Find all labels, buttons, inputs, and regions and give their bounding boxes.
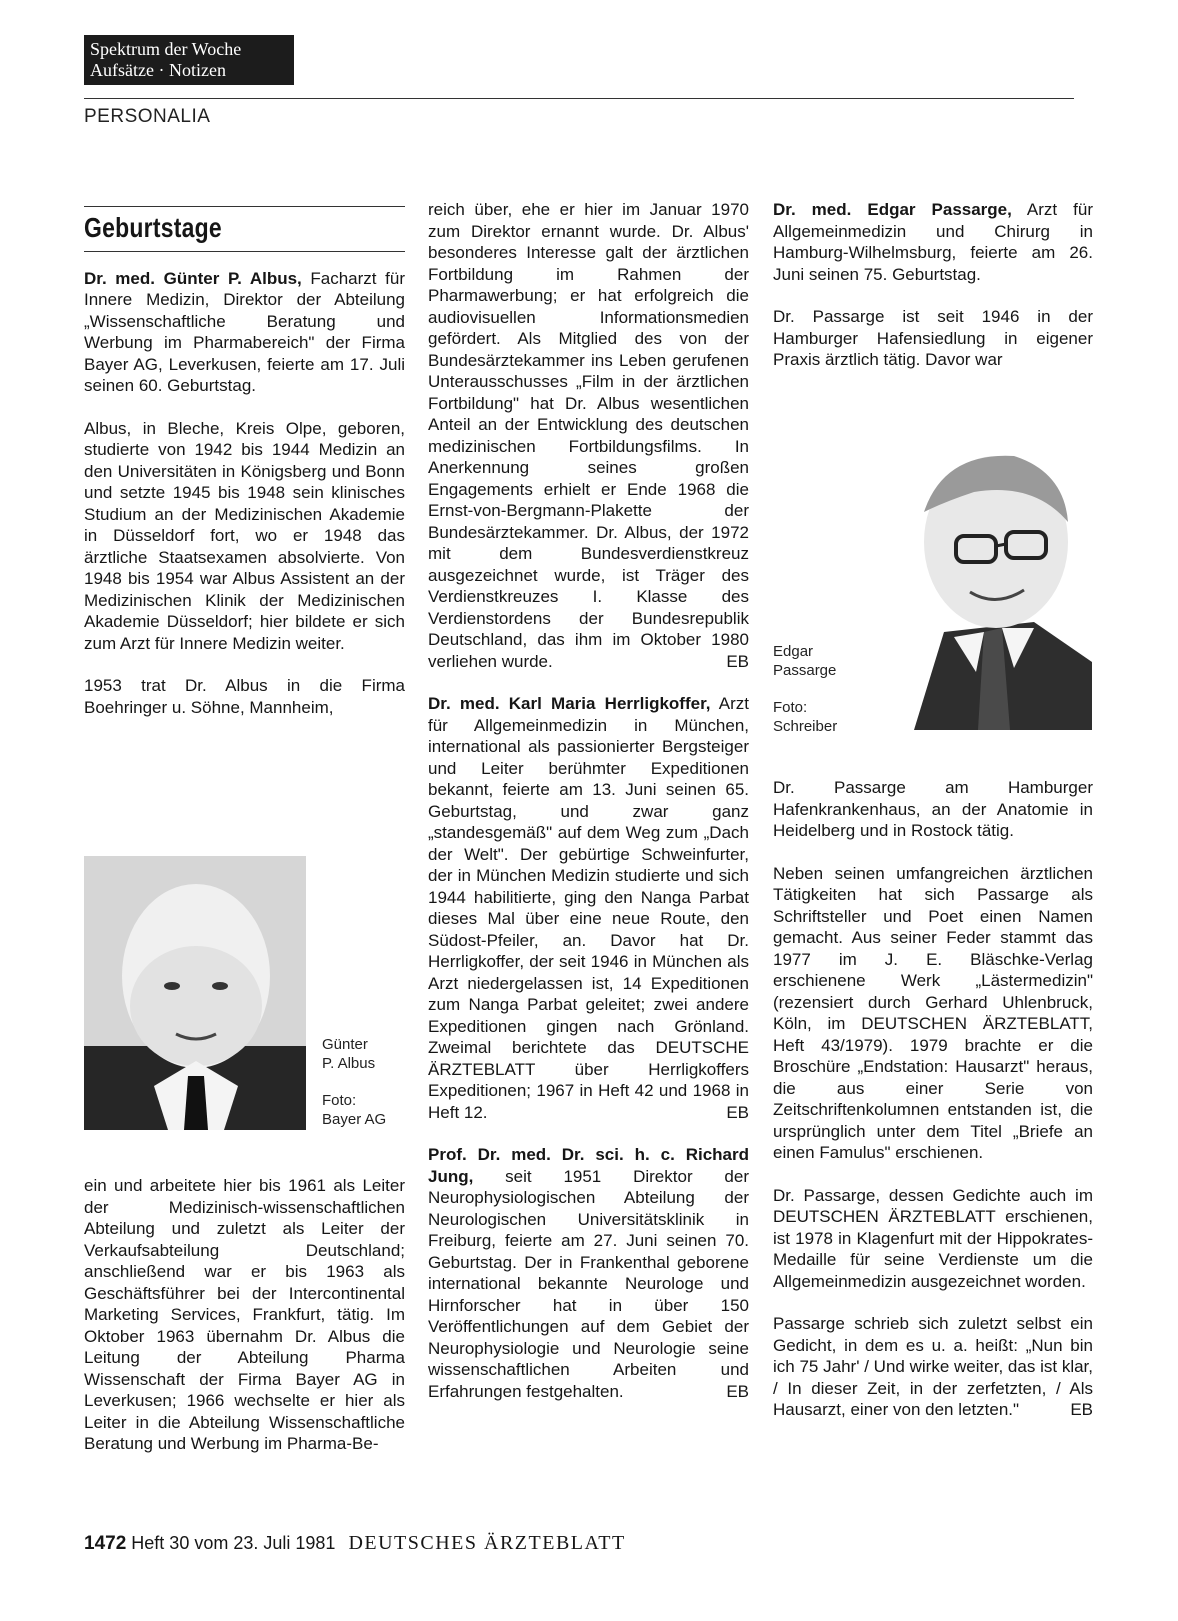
passarge-caption (773, 642, 837, 736)
portrait-illustration (84, 856, 306, 1130)
passarge-paragraph-5: Dr. Passarge, dessen Gedichte auch im DEUTSCHEN ÄRZTEBLATT erschienen, ist 1978 in Klagenfurt mit der Hippokrates-Medaille für seine Verdienste um die Allgemeinmedizin ausgezeichnet worden. (773, 1185, 1093, 1291)
passarge-intro-text: Arzt für Allgemeinmedizin und Chirurg in Hamburg-Wilhelmsburg, feierte am 26. Juni seinen 75. Geburtstag. (773, 200, 1093, 284)
heading-rule-top (84, 206, 405, 207)
jung-entry (428, 1144, 749, 1402)
passarge-name: Dr. med. Edgar Passarge, (773, 200, 1012, 219)
passarge-photo (884, 432, 1092, 730)
column-2 (428, 199, 749, 1423)
section-label: PERSONALIA (84, 106, 211, 127)
passarge-paragraph-4: Neben seinen umfangreichen ärztlichen Tätigkeiten hat sich Passarge als Schriftsteller und Poet einen Namen gemacht. Aus seiner Feder stammt das 1977 im J. E. Bläschke-Verlag erschienene Werk „Lästermedizin" (rezensiert durch Gerhard Uhlenbruck, Köln, im DEUTSCHEN ÄRZTEBLATT, Heft 43/1979). 1979 brachte er die Broschüre „Endstation: Hausarzt" heraus, die aus einer Serie von Zeitschriftenkolumnen entstanden ist, die ursprünglich unter dem Titel „Briefe an einen Famulus" erschienen. (773, 863, 1093, 1162)
page-number: 1472 (84, 1533, 127, 1554)
header-line-2: Aufsätze · Notizen (90, 60, 226, 80)
albus-caption (322, 1035, 386, 1129)
albus-caption-name-1: Günter (322, 1036, 368, 1053)
page-title: Geburtstage (84, 212, 222, 243)
albus-signature: EB (726, 651, 749, 671)
passarge-intro (773, 199, 1093, 285)
albus-intro (84, 268, 405, 397)
herrligkoffer-entry (428, 693, 749, 1123)
heading-rule-bottom (84, 251, 405, 252)
jung-name: Prof. Dr. med. Dr. sci. h. c. Richard Jung, (428, 1145, 749, 1186)
herrligkoffer-text: Arzt für Allgemeinmedizin in München, international als passionierter Bergsteiger und Leiter berühmter Expeditionen bekannt, feierte am 13. Juni seinen 65. Geburtstag, und zwar ganz „standesgemäß" auf dem Weg zum „Dach der Welt". Der gebürtige Schweinfurter, der in München Medizin studierte und sich 1944 habilitierte, ging den Nanga Parbat dieses Mal über eine neue Route, den Südost-Pfeiler, an. Davor hat Dr. Herrligkoffer, der seit 1946 in München als Arzt niedergelassen ist, 14 Expeditionen zum Nanga Parbat geleitet; zwei andere Expeditionen gingen nach Grönland. Zweimal berichtete das DEUTSCHE ÄRZTEBLATT über Herrligkoffers Expeditionen; 1967 in Heft 42 und 1968 in Heft 12. (428, 694, 749, 1122)
issue-info: Heft 30 vom 23. Juli 1981 (131, 1533, 336, 1553)
albus-paragraph-5 (428, 199, 749, 672)
passarge-paragraph-3: Dr. Passarge am Hamburger Hafenkrankenhaus, an der Anatomie in Heidelberg und in Rostock tätig. (773, 778, 1093, 840)
header-line-1: Spektrum der Woche (90, 39, 242, 59)
passarge-signature: EB (1070, 1400, 1093, 1419)
column-1-bottom (84, 1175, 405, 1476)
passarge-caption-foto-2: Schreiber (773, 718, 838, 735)
column-3-top (773, 199, 1093, 371)
albus-name: Dr. med. Günter P. Albus, (84, 268, 302, 288)
jung-signature: EB (726, 1381, 749, 1401)
herrligkoffer-name: Dr. med. Karl Maria Herrligkoffer, (428, 694, 711, 713)
albus-paragraph-2: Albus, in Bleche, Kreis Olpe, geboren, studierte von 1942 bis 1944 Medizin an den Universitäten in Königsberg und Bonn und setzte 1945 bis 1948 sein klinisches Studium an der Medizinischen Akademie in Düsseldorf fort, wo er 1948 das ärztliche Staatsexamen absolvierte. Von 1948 bis 1954 war Albus Assistent an der Medizinischen Klinik der Medizinischen Akademie Düsseldorf; hier bildete er sich zum Arzt für Innere Medizin weiter. (84, 418, 405, 653)
section-header-box (84, 35, 294, 85)
column-3-bottom (773, 777, 1093, 1442)
albus-paragraph-4: ein und arbeitete hier bis 1961 als Leiter der Medizinisch-wissenschaftlichen Abteilung und zuletzt als Leiter der Verkaufsabteilung Deutschland; anschließend war er bis 1963 als Geschäftsführer bei der Intercontinental Marketing Services, Frankfurt, tätig. Im Oktober 1963 übernahm Dr. Albus die Leitung der Abteilung Pharma Wissenschaft der Firma Bayer AG in Leverkusen; 1966 wechselte er hier als Leiter in die Abteilung Wissenschaftliche Beratung und Werbung im Pharma-Be- (84, 1176, 405, 1453)
albus-caption-foto-2: Bayer AG (322, 1111, 387, 1128)
passarge-paragraph-6 (773, 1313, 1093, 1421)
albus-caption-name-2: P. Albus (322, 1055, 376, 1072)
portrait-illustration (884, 432, 1092, 730)
albus-caption-foto-1: Foto: (322, 1092, 357, 1109)
passarge-caption-foto-1: Foto: (773, 699, 808, 716)
albus-photo (84, 856, 306, 1130)
albus-paragraph-5-text: reich über, ehe er hier im Januar 1970 zum Direktor ernannt wurde. Dr. Albus' besonderes Interesse galt der ärztlichen Fortbildung im Rahmen der Pharmawerbung; er hat erfolgreich die audiovisuellen Informationsmedien gefördert. Als Mitglied des von der Bundesärztekammer ins Leben gerufenen Unterausschusses „Film in der ärztlichen Fortbildung" hat Dr. Albus wesentlichen Anteil an der Entwicklung des deutschen medizinischen Fortbildungsfilms. In Anerkennung seines großen Engagements erhielt er Ende 1968 die Ernst-von-Bergmann-Plakette der Bundesärztekammer. Dr. Albus, der 1972 mit dem Bundesverdienstkreuz ausgezeichnet wurde, ist Träger des Verdienstkreuzes I. Klasse des Verdienstordens der Bundesrepublik Deutschland, das ihm im Oktober 1980 verliehen wurde. (428, 200, 749, 671)
albus-paragraph-3: 1953 trat Dr. Albus in die Firma Boehringer u. Söhne, Mannheim, (84, 676, 405, 717)
passarge-paragraph-6-text: Passarge schrieb sich zuletzt selbst ein Gedicht, in dem es u. a. heißt: „Nun bin ich 75 Jahr' / Und wirke weiter, das ist klar, / In dieser Zeit, in der zerfetzten, / Als Hausarzt, einer von den letzten." (773, 1314, 1093, 1419)
passarge-paragraph-2: Dr. Passarge ist seit 1946 in der Hamburger Hafensiedlung in eigener Praxis ärztlich tätig. Davor war (773, 307, 1093, 369)
herrligkoffer-signature: EB (726, 1102, 749, 1122)
header-rule (84, 98, 1074, 99)
magazine-name: DEUTSCHES ÄRZTEBLATT (348, 1532, 626, 1554)
passarge-caption-name-1: Edgar (773, 643, 814, 660)
passarge-caption-name-2: Passarge (773, 662, 837, 679)
page-footer (84, 1532, 626, 1555)
jung-text: seit 1951 Direktor der Neurophysiologischen Abteilung der Neurologischen Universitätsklinik in Freiburg, feierte am 27. Juni seinen 70. Geburtstag. Der in Frankenthal geborene international bekannte Neurologe und Hirnforscher hat in über 150 Veröffentlichungen auf dem Gebiet der Neurophysiologie und Neurologie seine wissenschaftlichen Arbeiten und Erfahrungen festgehalten. (428, 1166, 749, 1401)
albus-intro-text: Facharzt für Innere Medizin, Direktor der Abteilung „Wissenschaftliche Beratung und Werbung im Pharmabereich" der Firma Bayer AG, Leverkusen, feierte am 17. Juli seinen 60. Geburtstag. (84, 268, 405, 395)
column-1-top (84, 206, 405, 718)
